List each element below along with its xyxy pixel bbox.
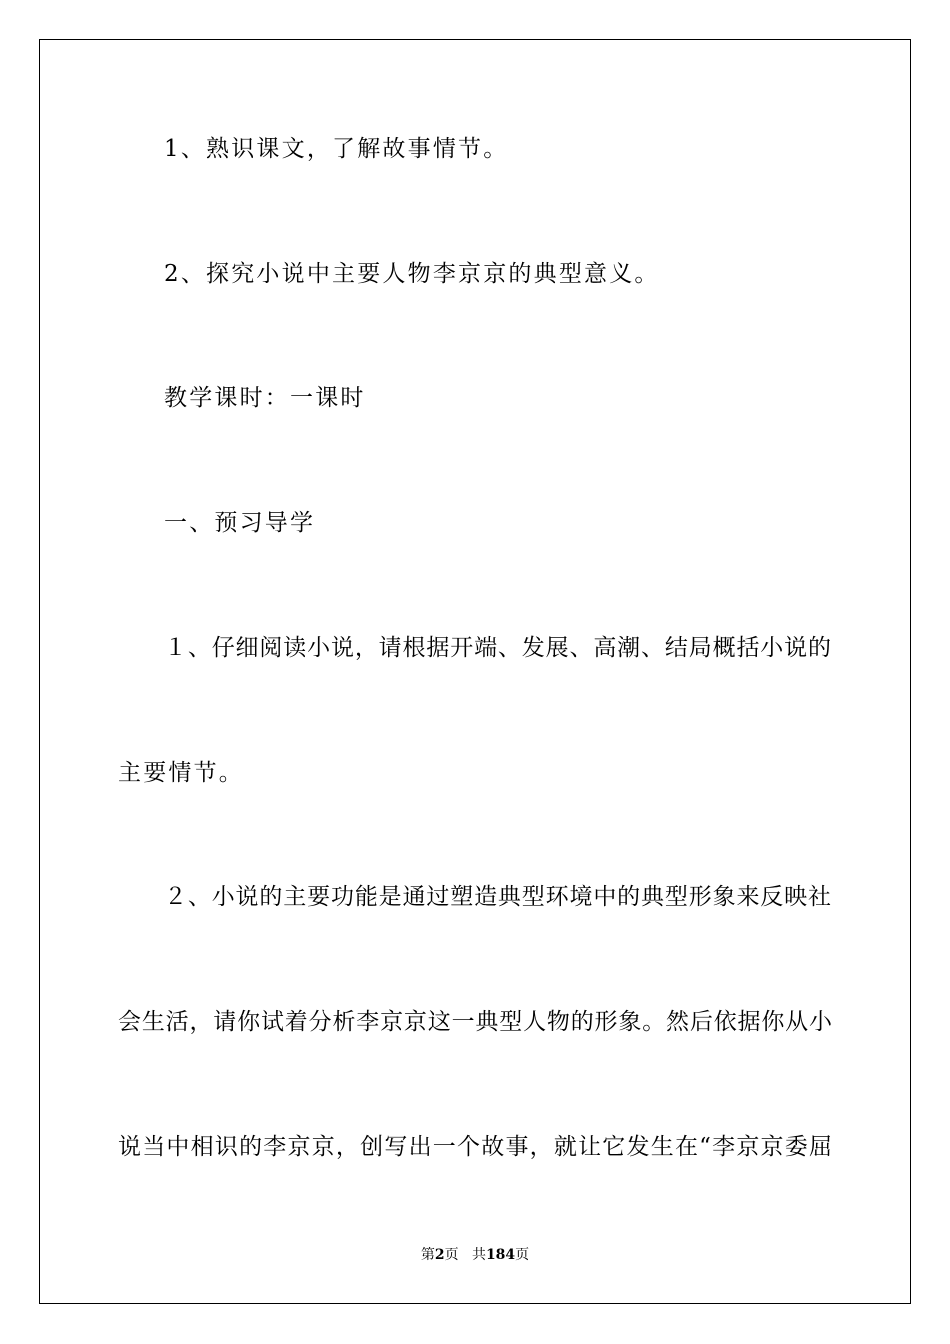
footer-total-pages: 184 [485,1247,516,1263]
footer-total-suffix: 页 [515,1247,530,1263]
page-border [39,39,911,1304]
objective-2: 2、探究小说中主要人物李京京的典型意义。 [164,261,660,287]
section-heading-preview: 一、预习导学 [164,510,316,536]
footer-page-prefix: 第 [420,1247,435,1263]
task-2-line-1: ２、小说的主要功能是通过塑造典型环境中的典型形象来反映社 [164,884,831,910]
task-2-line-3: 说当中相识的李京京，创写出一个故事，就让它发生在“李京京委屈 [118,1134,832,1160]
footer-total-prefix: 共 [471,1247,486,1263]
page-footer [0,1248,950,1262]
task-1-line-2: 主要情节。 [118,760,244,786]
objective-1: 1、熟识课文，了解故事情节。 [164,136,509,162]
task-1-line-1: １、仔细阅读小说，请根据开端、发展、高潮、结局概括小说的 [164,635,831,661]
footer-page-suffix: 页 [444,1247,459,1263]
task-2-line-2: 会生活，请你试着分析李京京这一典型人物的形象。然后依据你从小 [118,1009,832,1035]
footer-page-number: 2 [434,1247,445,1263]
lesson-duration: 教学课时：一课时 [164,385,366,411]
